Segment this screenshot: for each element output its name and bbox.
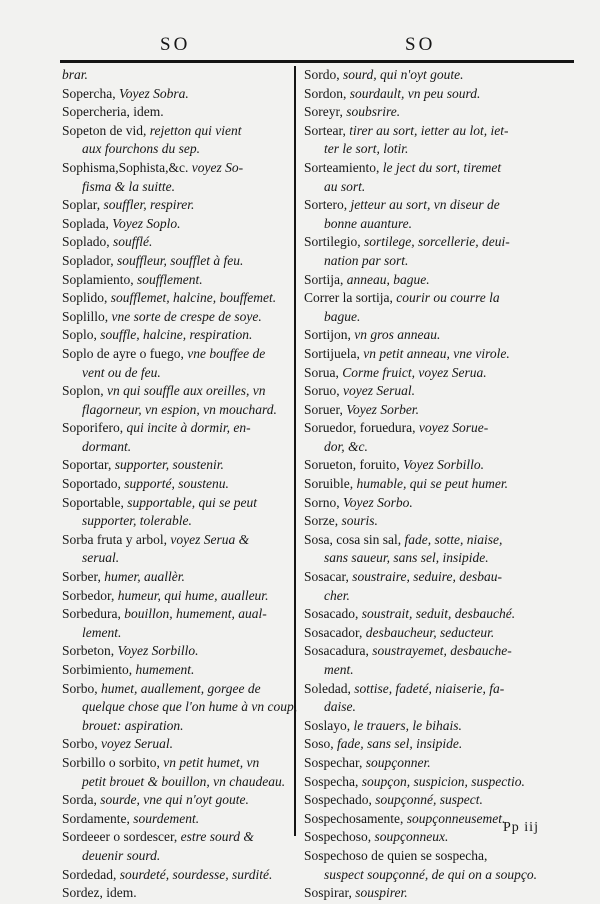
entry-headword: Correr la sortija, xyxy=(304,290,397,306)
dictionary-entry xyxy=(62,159,302,196)
dictionary-entry xyxy=(62,271,302,290)
entry-headword: Sorba fruta y arbol, xyxy=(62,531,171,547)
entry-definition: voyez Serual. xyxy=(101,736,173,752)
dictionary-entry xyxy=(304,531,568,568)
entry-definition: Voyez Sorbo. xyxy=(343,494,413,510)
entry-headword: Sordamente, xyxy=(62,810,134,826)
dictionary-entry xyxy=(62,735,302,754)
dictionary-entry xyxy=(304,512,568,531)
entry-headword: Sorbo, xyxy=(62,680,102,696)
entry-headword: Sordeeer o sordescer, xyxy=(62,829,181,845)
entry-definition: voyez Serua & serual. xyxy=(82,531,250,566)
entry-definition: soustraire, seduire, desbau- cher. xyxy=(324,569,502,603)
entry-definition: vne bouffee de vent ou de feu. xyxy=(82,345,266,380)
entry-headword: Sorno, xyxy=(304,494,344,510)
entry-definition: anneau, bague. xyxy=(346,271,430,287)
dictionary-entry xyxy=(62,196,302,215)
entry-headword: Sortilegio, xyxy=(304,234,364,250)
entry-definition: souffleur, soufflet à feu. xyxy=(116,252,244,268)
entry-definition: rejetton qui vient aux fourchons du sep. xyxy=(82,122,242,157)
dictionary-entry xyxy=(62,661,302,680)
entry-headword: Sopercha, xyxy=(62,85,119,101)
entry-headword: Sosa, cosa sin sal, xyxy=(304,531,405,547)
entry-headword: Soplada, xyxy=(62,215,113,231)
dictionary-entry xyxy=(62,252,302,271)
entry-headword: Sospechar, xyxy=(304,754,366,770)
dictionary-entry xyxy=(304,494,568,513)
entry-definition: voyez Sorue- dor, &c. xyxy=(324,420,489,454)
entry-definition: sourdeté, sourdesse, surdité. xyxy=(119,866,273,882)
entry-definition: sottise, fadeté, niaiserie, fa- daise. xyxy=(324,680,505,715)
entry-definition: soustrait, seduit, desbauché. xyxy=(361,606,516,622)
entry-headword: Soplo, xyxy=(62,327,101,343)
entry-headword: Sortijon, xyxy=(304,327,355,343)
entry-definition: soubsrire. xyxy=(346,104,401,120)
dictionary-entry xyxy=(304,401,568,420)
entry-headword: Sortijuela, xyxy=(304,345,364,361)
entry-headword: Soso, xyxy=(304,736,338,752)
entry-headword: Sorber, xyxy=(62,569,105,585)
dictionary-entry xyxy=(62,289,302,308)
entry-headword: Sortear, xyxy=(304,122,350,138)
dictionary-entry xyxy=(304,456,568,475)
dictionary-entry xyxy=(304,735,568,754)
dictionary-entry xyxy=(304,196,568,233)
entry-headword: Sorbedor, xyxy=(62,587,118,603)
entry-headword: Soruible, xyxy=(304,476,357,492)
dictionary-entry xyxy=(62,382,302,419)
header-rule xyxy=(60,60,574,63)
entry-definition: tirer au sort, ietter au lot, iet- ter le sort, lotir. xyxy=(324,122,509,157)
entry-definition: sortilege, sorcellerie, deui- nation par sort. xyxy=(324,234,510,268)
entry-headword: Sopeton de vid, xyxy=(62,122,150,138)
dictionary-entry xyxy=(62,66,302,85)
entry-definition: humeur, qui hume, aualleur. xyxy=(117,587,269,603)
entry-headword: Sortero, xyxy=(304,197,351,213)
entry-definition: souffle, halcine, respiration. xyxy=(100,327,253,343)
entry-headword: Soplamiento, xyxy=(62,271,137,287)
dictionary-entry xyxy=(304,382,568,401)
dictionary-entry xyxy=(304,345,568,364)
dictionary-entry xyxy=(62,642,302,661)
dictionary-entry xyxy=(304,568,568,605)
entry-headword: Soruo, xyxy=(304,383,344,399)
entry-definition: souffler, respirer. xyxy=(103,197,195,213)
header-right: SO xyxy=(405,34,436,55)
entry-definition: sourd, qui n'oyt goute. xyxy=(343,67,464,82)
dictionary-entry xyxy=(62,605,302,642)
entry-headword: Sosacar, xyxy=(304,569,353,585)
entry-headword: Sorbeton, xyxy=(62,643,118,659)
entry-headword: Sospechado, xyxy=(304,792,376,808)
entry-definition: bouillon, humement, aual- lement. xyxy=(82,606,267,640)
entry-headword: Sordon, xyxy=(304,85,350,101)
dictionary-entry xyxy=(304,754,568,773)
dictionary-entry xyxy=(62,866,302,885)
dictionary-entry xyxy=(304,85,568,104)
dictionary-entry xyxy=(304,791,568,810)
entry-definition: soupçon, suspicion, suspectio. xyxy=(361,773,525,789)
dictionary-entry xyxy=(304,624,568,643)
dictionary-entry xyxy=(304,773,568,792)
dictionary-entry xyxy=(62,884,302,903)
entry-headword: Sorze, xyxy=(304,513,342,529)
dictionary-entry xyxy=(304,680,568,717)
entry-headword: Sospecha, xyxy=(304,773,362,789)
entry-definition: supporté, soustenu. xyxy=(124,476,229,492)
dictionary-entry xyxy=(62,828,302,865)
entry-definition: Voyez Sorbillo. xyxy=(403,457,484,473)
entry-definition: soustrayemet, desbauche- ment. xyxy=(324,643,512,677)
entry-definition: humable, qui se peut humer. xyxy=(356,476,508,492)
dictionary-entry xyxy=(62,419,302,456)
dictionary-entry xyxy=(62,103,302,122)
dictionary-entry xyxy=(304,364,568,383)
entry-headword: Soportado, xyxy=(62,476,125,492)
entry-headword: Sorteamiento, xyxy=(304,159,383,175)
entry-definition: brar. xyxy=(62,67,88,82)
dictionary-entry xyxy=(62,326,302,345)
entry-headword: Soplon, xyxy=(62,383,108,399)
entry-definition: courir ou courre la bague. xyxy=(324,290,500,324)
entry-headword: Soporifero, xyxy=(62,420,127,436)
entry-definition: soufflé. xyxy=(113,234,153,250)
dictionary-entry xyxy=(62,456,302,475)
dictionary-entry xyxy=(62,754,302,791)
dictionary-entry xyxy=(62,494,302,531)
entry-headword: Soplido, xyxy=(62,290,111,306)
entry-definition: soupçonné, suspect. xyxy=(375,792,483,808)
dictionary-entry xyxy=(304,419,568,456)
entry-headword: Soportar, xyxy=(62,457,115,473)
dictionary-entry xyxy=(304,289,568,326)
entry-definition: vn gros anneau. xyxy=(354,327,441,343)
header-left: SO xyxy=(160,34,191,55)
entry-headword: Sorda, xyxy=(62,792,101,808)
entry-definition: fade, sotte, niaise, sans saueur, sans sel, insipide. xyxy=(324,531,503,566)
entry-headword: Sorua, xyxy=(304,364,343,380)
entry-headword: Sopercheria, idem. xyxy=(62,104,164,120)
entry-headword: Sordedad, xyxy=(62,866,120,882)
entry-headword: Soplado, xyxy=(62,234,114,250)
dictionary-entry xyxy=(62,587,302,606)
entry-definition: desbaucheur, seducteur. xyxy=(365,624,495,640)
dictionary-entry xyxy=(62,345,302,382)
dictionary-entry xyxy=(62,568,302,587)
entry-headword: Sorbedura, xyxy=(62,606,125,622)
dictionary-entry xyxy=(304,642,568,679)
entry-definition: vne sorte de crespe de soye. xyxy=(111,308,262,324)
entry-headword: Soruer, xyxy=(304,401,347,417)
entry-definition: vn qui souffle aux oreilles, vn flagorneur, vn espion, vn mouchard. xyxy=(82,383,277,417)
dictionary-entry xyxy=(304,122,568,159)
entry-definition: sourde, vne qui n'oyt goute. xyxy=(100,792,249,808)
dictionary-entry xyxy=(62,810,302,829)
entry-definition: soufflemet, halcine, bouffemet. xyxy=(110,290,277,306)
entry-headword: Sorueton, foruito, xyxy=(304,457,403,473)
dictionary-entry xyxy=(304,271,568,290)
entry-headword: Soplillo, xyxy=(62,308,112,324)
entry-definition: soupçonneux. xyxy=(374,829,449,845)
entry-definition: Voyez Soplo. xyxy=(112,215,181,231)
entry-headword: Sosacador, xyxy=(304,624,366,640)
dictionary-entry xyxy=(304,159,568,196)
entry-headword: Soplar, xyxy=(62,197,104,213)
entry-definition: le ject du sort, tiremet au sort. xyxy=(324,159,502,194)
dictionary-entry xyxy=(304,847,568,884)
entry-headword: Soreyr, xyxy=(304,104,347,120)
entry-headword: Soledad, xyxy=(304,680,355,696)
entry-definition: voyez So- fisma & la suitte. xyxy=(82,159,244,194)
entry-definition: Voyez Sorbillo. xyxy=(117,643,199,659)
dictionary-entry xyxy=(62,215,302,234)
entry-headword: Soruedor, foruedura, xyxy=(304,420,419,436)
entry-definition: supportable, qui se peut supporter, tolerable. xyxy=(82,494,257,529)
dictionary-entry xyxy=(304,66,568,85)
dictionary-entry xyxy=(62,85,302,104)
signature-mark: Pp iij xyxy=(503,820,539,835)
entry-definition: vn petit humet, vn petit brouet & bouillon, vn chaudeau. xyxy=(82,754,286,789)
entry-headword: Soportable, xyxy=(62,494,128,510)
entry-headword: Sorbillo o sorbito, xyxy=(62,754,164,770)
entry-definition: le trauers, le bihais. xyxy=(353,717,462,733)
dictionary-entry xyxy=(62,308,302,327)
entry-definition: souris. xyxy=(341,513,378,529)
entry-definition: humet, auallement, gorgee de quelque chose que l'on hume à vn coup, brouet: aspiration. xyxy=(82,680,298,733)
entry-headword: Sorbo, xyxy=(62,736,102,752)
entry-headword: Sophisma,Sophista,&c. xyxy=(62,159,192,175)
entry-definition: humement. xyxy=(135,662,195,677)
dictionary-entry xyxy=(304,103,568,122)
dictionary-entry xyxy=(62,233,302,252)
dictionary-entry xyxy=(304,233,568,270)
entry-headword: Soslayo, xyxy=(304,717,354,733)
dictionary-entry xyxy=(62,791,302,810)
entry-definition: soupçonner. xyxy=(365,754,431,770)
entry-definition: Corme fruict, voyez Serua. xyxy=(342,364,487,380)
entry-definition: soupçonneusemet. xyxy=(406,810,506,826)
entry-headword: Sosacadura, xyxy=(304,643,373,659)
entry-definition: supporter, soustenir. xyxy=(114,457,224,473)
entry-headword: Sospechosamente, xyxy=(304,810,407,826)
entry-definition: vn petit anneau, vne virole. xyxy=(363,345,510,361)
entry-headword: Soplo de ayre o fuego, xyxy=(62,345,188,361)
entry-definition: souspirer. xyxy=(355,885,408,901)
entry-headword: Sosacado, xyxy=(304,606,362,622)
entry-headword: Sospirar, xyxy=(304,885,356,901)
entry-definition: Voyez Sorber. xyxy=(346,401,419,417)
entry-headword: Sordo, xyxy=(304,67,344,82)
entry-definition: jetteur au sort, vn diseur de bonne auanture. xyxy=(324,197,500,231)
entry-headword: Sorbimiento, xyxy=(62,662,136,677)
entry-definition: estre sourd & deuenir sourd. xyxy=(82,829,254,863)
entry-definition: soufflement. xyxy=(137,271,203,287)
entry-definition: fade, sans sel, insipide. xyxy=(337,736,463,752)
dictionary-entry xyxy=(62,680,302,736)
right-column xyxy=(304,66,568,903)
dictionary-entry xyxy=(304,326,568,345)
dictionary-entry xyxy=(304,884,568,903)
entry-definition: qui incite à dormir, en- dormant. xyxy=(82,420,251,454)
dictionary-entry xyxy=(62,122,302,159)
left-column xyxy=(62,66,302,903)
entry-headword: Sospechoso de quien se sospecha, xyxy=(304,847,488,863)
entry-definition: sourdement. xyxy=(133,810,200,826)
entry-headword: Sortija, xyxy=(304,271,347,287)
dictionary-entry xyxy=(304,605,568,624)
dictionary-entry xyxy=(62,475,302,494)
dictionary-entry xyxy=(304,717,568,736)
entry-headword: Sordez, idem. xyxy=(62,885,137,901)
dictionary-entry xyxy=(304,475,568,494)
entry-definition: suspect soupçonné, de qui on a soupço. xyxy=(324,866,537,882)
entry-definition: Voyez Sobra. xyxy=(118,85,189,101)
entry-headword: Soplador, xyxy=(62,252,117,268)
entry-definition: voyez Serual. xyxy=(343,383,415,399)
entry-definition: humer, auallèr. xyxy=(104,569,185,585)
entry-definition: sourdault, vn peu sourd. xyxy=(349,85,481,101)
dictionary-entry xyxy=(62,531,302,568)
entry-headword: Sospechoso, xyxy=(304,829,375,845)
